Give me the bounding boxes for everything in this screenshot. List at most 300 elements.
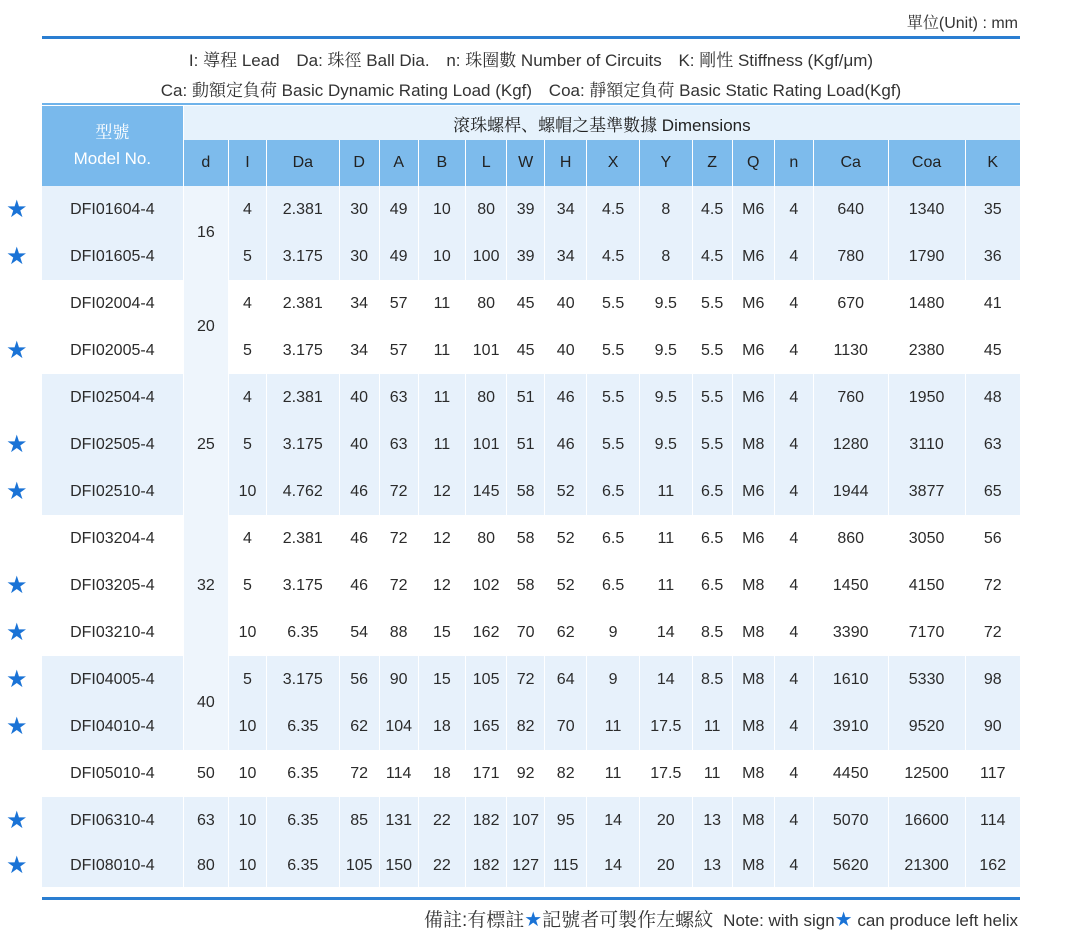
data-cell: M8: [732, 844, 774, 887]
specification-table: [42, 106, 1020, 887]
data-cell: 5.5: [587, 374, 640, 421]
star-icon: ★: [6, 336, 28, 364]
data-cell: M6: [732, 327, 774, 374]
data-cell: 82: [545, 750, 587, 797]
model-number-cell: DFI02505-4: [42, 421, 183, 468]
data-cell: 162: [965, 844, 1020, 887]
data-cell: 5: [229, 656, 267, 703]
footnote-en-prefix: Note: with sign: [723, 911, 835, 930]
data-cell: 5.5: [692, 374, 732, 421]
data-cell: M8: [732, 609, 774, 656]
model-number-cell: DFI03204-4: [42, 515, 183, 562]
data-cell: 5620: [813, 844, 888, 887]
data-cell: 14: [639, 656, 692, 703]
data-cell: 1130: [813, 327, 888, 374]
data-cell: 4: [774, 844, 813, 887]
data-cell: M6: [732, 374, 774, 421]
model-number-cell: DFI02004-4: [42, 280, 183, 327]
column-header: Ca: [813, 140, 888, 186]
data-cell: 72: [339, 750, 379, 797]
data-cell: 11: [418, 421, 465, 468]
data-cell: 165: [466, 703, 507, 750]
data-cell: 114: [965, 797, 1020, 844]
legend-ball-dia: Da: 珠徑 Ball Dia.: [296, 51, 430, 70]
data-cell: 4.5: [587, 186, 640, 233]
data-cell: 46: [339, 515, 379, 562]
table-body: [42, 186, 1020, 887]
data-cell: 4.5: [587, 233, 640, 280]
data-cell: 4: [229, 280, 267, 327]
data-cell: 57: [379, 327, 418, 374]
data-cell: 104: [379, 703, 418, 750]
data-cell: 18: [418, 703, 465, 750]
column-header: Z: [692, 140, 732, 186]
data-cell: 72: [965, 609, 1020, 656]
data-cell: 3.175: [266, 327, 339, 374]
data-cell: 72: [379, 468, 418, 515]
data-cell: 48: [965, 374, 1020, 421]
data-cell: 7170: [888, 609, 965, 656]
data-cell: 12: [418, 468, 465, 515]
data-cell: 41: [965, 280, 1020, 327]
column-header: I: [229, 140, 267, 186]
data-cell: 4.762: [266, 468, 339, 515]
data-cell: 101: [466, 327, 507, 374]
data-cell: 100: [466, 233, 507, 280]
legend-circuits: n: 珠圈數 Number of Circuits: [446, 51, 662, 70]
data-cell: 3.175: [266, 656, 339, 703]
column-header: Y: [639, 140, 692, 186]
star-icon: ★: [6, 571, 28, 599]
data-cell: 150: [379, 844, 418, 887]
data-cell: 80: [466, 280, 507, 327]
table-row: [42, 280, 1020, 327]
unit-label: 單位(Unit) : mm: [906, 15, 1018, 32]
data-cell: 34: [545, 233, 587, 280]
data-cell: 46: [545, 421, 587, 468]
data-cell: 95: [545, 797, 587, 844]
data-cell: 21300: [888, 844, 965, 887]
data-cell: 13: [692, 844, 732, 887]
data-cell: 5.5: [587, 327, 640, 374]
table-row: [42, 374, 1020, 421]
data-cell: 10: [229, 609, 267, 656]
data-cell: 36: [965, 233, 1020, 280]
data-cell: 70: [545, 703, 587, 750]
data-cell: 6.5: [692, 562, 732, 609]
data-cell: 12500: [888, 750, 965, 797]
shaft-diameter-cell: 32: [183, 515, 228, 656]
data-cell: 5: [229, 562, 267, 609]
data-cell: 5330: [888, 656, 965, 703]
data-cell: 54: [339, 609, 379, 656]
data-cell: 2.381: [266, 515, 339, 562]
data-cell: 9: [587, 609, 640, 656]
data-cell: 40: [545, 327, 587, 374]
data-cell: 14: [587, 844, 640, 887]
data-cell: 70: [507, 609, 545, 656]
data-cell: 182: [466, 797, 507, 844]
data-cell: 4: [229, 515, 267, 562]
data-cell: 11: [418, 374, 465, 421]
data-cell: 57: [379, 280, 418, 327]
data-cell: 10: [418, 186, 465, 233]
data-cell: 82: [507, 703, 545, 750]
model-number-cell: DFI02005-4: [42, 327, 183, 374]
data-cell: 182: [466, 844, 507, 887]
data-cell: 6.5: [587, 468, 640, 515]
star-icon: ★: [6, 665, 28, 693]
legend-lead: I: 導程 Lead: [188, 51, 280, 70]
data-cell: 4: [229, 374, 267, 421]
data-cell: 1944: [813, 468, 888, 515]
shaft-diameter-cell: 16: [183, 186, 228, 280]
data-cell: 131: [379, 797, 418, 844]
data-cell: 107: [507, 797, 545, 844]
data-cell: 115: [545, 844, 587, 887]
data-cell: 46: [339, 562, 379, 609]
data-cell: 6.5: [692, 515, 732, 562]
data-cell: 4: [774, 421, 813, 468]
data-cell: 4: [229, 186, 267, 233]
shaft-diameter-cell: 50: [183, 750, 228, 797]
model-header: [42, 106, 183, 186]
data-cell: 4: [774, 656, 813, 703]
column-header: K: [965, 140, 1020, 186]
data-cell: 171: [466, 750, 507, 797]
data-cell: 80: [466, 374, 507, 421]
dimensions-header: 滾珠螺桿、螺帽之基準數據 Dimensions: [183, 106, 1020, 140]
data-cell: M6: [732, 515, 774, 562]
data-cell: 8: [639, 233, 692, 280]
data-cell: 127: [507, 844, 545, 887]
data-cell: 102: [466, 562, 507, 609]
data-cell: 98: [965, 656, 1020, 703]
column-header: H: [545, 140, 587, 186]
star-icon: ★: [834, 909, 853, 931]
data-cell: 14: [639, 609, 692, 656]
data-cell: 63: [379, 374, 418, 421]
star-icon: ★: [6, 195, 28, 223]
data-cell: 90: [965, 703, 1020, 750]
data-cell: 11: [692, 703, 732, 750]
shaft-diameter-cell: 63: [183, 797, 228, 844]
data-cell: 52: [545, 468, 587, 515]
data-cell: 8.5: [692, 656, 732, 703]
data-cell: 15: [418, 609, 465, 656]
data-cell: 62: [339, 703, 379, 750]
data-cell: 3390: [813, 609, 888, 656]
data-cell: 9.5: [639, 421, 692, 468]
model-number-cell: DFI08010-4: [42, 844, 183, 887]
data-cell: 6.5: [692, 468, 732, 515]
data-cell: 34: [339, 327, 379, 374]
table-row: [42, 844, 1020, 887]
data-cell: 8.5: [692, 609, 732, 656]
model-number-cell: DFI01604-4: [42, 186, 183, 233]
data-cell: 9: [587, 656, 640, 703]
star-icon: ★: [6, 851, 28, 879]
data-cell: 1280: [813, 421, 888, 468]
data-cell: 45: [965, 327, 1020, 374]
data-cell: 3110: [888, 421, 965, 468]
data-cell: 4: [774, 797, 813, 844]
data-cell: 3050: [888, 515, 965, 562]
data-cell: 117: [965, 750, 1020, 797]
model-number-cell: DFI03210-4: [42, 609, 183, 656]
model-number-cell: DFI02504-4: [42, 374, 183, 421]
data-cell: 145: [466, 468, 507, 515]
data-cell: 64: [545, 656, 587, 703]
column-header: Q: [732, 140, 774, 186]
data-cell: 4: [774, 515, 813, 562]
footnote-cn-suffix: 記號者可製作左螺紋: [542, 910, 714, 931]
data-cell: 1480: [888, 280, 965, 327]
star-icon: ★: [6, 712, 28, 740]
data-cell: 20: [639, 797, 692, 844]
data-cell: 860: [813, 515, 888, 562]
data-cell: 5070: [813, 797, 888, 844]
column-header: d: [183, 140, 228, 186]
footnote-cn: [424, 910, 713, 931]
data-cell: 4150: [888, 562, 965, 609]
data-cell: 80: [466, 515, 507, 562]
data-cell: M8: [732, 656, 774, 703]
data-cell: 3.175: [266, 233, 339, 280]
data-cell: 2.381: [266, 186, 339, 233]
data-cell: 72: [507, 656, 545, 703]
data-cell: 56: [339, 656, 379, 703]
footnote: [0, 905, 1018, 932]
data-cell: 63: [379, 421, 418, 468]
shaft-diameter-cell: 25: [183, 374, 228, 515]
data-cell: 90: [379, 656, 418, 703]
data-cell: 4: [774, 609, 813, 656]
data-cell: 4: [774, 327, 813, 374]
star-icon: ★: [6, 618, 28, 646]
data-cell: 9.5: [639, 327, 692, 374]
data-cell: 30: [339, 233, 379, 280]
data-cell: 4: [774, 750, 813, 797]
data-cell: M8: [732, 797, 774, 844]
data-cell: 162: [466, 609, 507, 656]
data-cell: 40: [339, 421, 379, 468]
bottom-divider: [42, 897, 1020, 900]
column-header: X: [587, 140, 640, 186]
data-cell: 15: [418, 656, 465, 703]
legend-line-2: [42, 76, 1020, 101]
data-cell: 3.175: [266, 421, 339, 468]
data-cell: 49: [379, 186, 418, 233]
data-cell: 72: [379, 562, 418, 609]
data-cell: 35: [965, 186, 1020, 233]
data-cell: 4.5: [692, 186, 732, 233]
data-cell: 9.5: [639, 280, 692, 327]
column-header-row: [42, 140, 1020, 186]
data-cell: 1340: [888, 186, 965, 233]
data-cell: 65: [965, 468, 1020, 515]
model-header-cn: 型號: [95, 123, 130, 142]
data-cell: 62: [545, 609, 587, 656]
data-cell: 30: [339, 186, 379, 233]
data-cell: 20: [639, 844, 692, 887]
data-cell: 46: [339, 468, 379, 515]
data-cell: 11: [418, 327, 465, 374]
data-cell: 56: [965, 515, 1020, 562]
table-row: [42, 515, 1020, 562]
data-cell: 12: [418, 562, 465, 609]
data-cell: 11: [639, 468, 692, 515]
data-cell: 4: [774, 374, 813, 421]
column-header: A: [379, 140, 418, 186]
data-cell: 11: [587, 703, 640, 750]
data-cell: 11: [639, 562, 692, 609]
data-cell: 10: [418, 233, 465, 280]
shaft-diameter-cell: 20: [183, 280, 228, 374]
data-cell: 4: [774, 233, 813, 280]
data-cell: 11: [692, 750, 732, 797]
data-cell: 105: [466, 656, 507, 703]
column-header: D: [339, 140, 379, 186]
data-cell: 5.5: [692, 280, 732, 327]
data-cell: 45: [507, 327, 545, 374]
data-cell: 4: [774, 703, 813, 750]
table-row: [42, 656, 1020, 703]
top-divider: [42, 36, 1020, 39]
shaft-diameter-cell: 80: [183, 844, 228, 887]
column-header: B: [418, 140, 465, 186]
data-cell: 101: [466, 421, 507, 468]
data-cell: 2.381: [266, 280, 339, 327]
data-cell: 2380: [888, 327, 965, 374]
model-number-cell: DFI04005-4: [42, 656, 183, 703]
data-cell: 6.35: [266, 750, 339, 797]
star-icon: ★: [6, 806, 28, 834]
table-row: [42, 797, 1020, 844]
model-number-cell: DFI03205-4: [42, 562, 183, 609]
data-cell: 18: [418, 750, 465, 797]
data-cell: 105: [339, 844, 379, 887]
table-row: [42, 186, 1020, 233]
model-number-cell: DFI06310-4: [42, 797, 183, 844]
data-cell: 12: [418, 515, 465, 562]
data-cell: 5.5: [587, 421, 640, 468]
data-cell: 10: [229, 468, 267, 515]
star-icon: ★: [6, 477, 28, 505]
data-cell: 13: [692, 797, 732, 844]
column-header: Coa: [888, 140, 965, 186]
data-cell: 58: [507, 468, 545, 515]
data-cell: 2.381: [266, 374, 339, 421]
footnote-cn-prefix: 備註:有標註: [423, 910, 525, 931]
data-cell: 780: [813, 233, 888, 280]
data-cell: 10: [229, 844, 267, 887]
data-cell: 52: [545, 562, 587, 609]
data-cell: 6.35: [266, 703, 339, 750]
data-cell: 6.35: [266, 609, 339, 656]
data-cell: 5: [229, 233, 267, 280]
data-cell: 5: [229, 327, 267, 374]
data-cell: 9.5: [639, 374, 692, 421]
data-cell: M6: [732, 280, 774, 327]
data-cell: M6: [732, 468, 774, 515]
data-cell: 4: [774, 186, 813, 233]
data-cell: 72: [379, 515, 418, 562]
model-number-cell: DFI05010-4: [42, 750, 183, 797]
data-cell: 34: [339, 280, 379, 327]
data-cell: 16600: [888, 797, 965, 844]
data-cell: 22: [418, 797, 465, 844]
data-cell: 114: [379, 750, 418, 797]
model-number-cell: DFI01605-4: [42, 233, 183, 280]
data-cell: 4: [774, 468, 813, 515]
data-cell: 1790: [888, 233, 965, 280]
data-cell: M6: [732, 186, 774, 233]
star-icon: ★: [524, 909, 543, 931]
column-header: n: [774, 140, 813, 186]
data-cell: 72: [965, 562, 1020, 609]
model-number-cell: DFI02510-4: [42, 468, 183, 515]
data-cell: 51: [507, 421, 545, 468]
data-cell: 11: [639, 515, 692, 562]
data-cell: 5: [229, 421, 267, 468]
data-cell: 63: [965, 421, 1020, 468]
legend-line-1: [42, 46, 1020, 71]
data-cell: 40: [339, 374, 379, 421]
data-cell: M6: [732, 233, 774, 280]
data-cell: 49: [379, 233, 418, 280]
data-cell: 5.5: [692, 327, 732, 374]
data-cell: 3877: [888, 468, 965, 515]
data-cell: 1950: [888, 374, 965, 421]
legend-dynamic-load: Ca: 動額定負荷 Basic Dynamic Rating Load (Kgf): [160, 81, 533, 100]
data-cell: 10: [229, 703, 267, 750]
legend-divider: [42, 103, 1020, 105]
data-cell: 39: [507, 233, 545, 280]
data-cell: 80: [466, 186, 507, 233]
table-row: [42, 750, 1020, 797]
data-cell: 17.5: [639, 703, 692, 750]
data-cell: 4: [774, 562, 813, 609]
data-cell: 1610: [813, 656, 888, 703]
data-cell: 34: [545, 186, 587, 233]
data-cell: 6.5: [587, 562, 640, 609]
data-cell: 51: [507, 374, 545, 421]
data-cell: 4450: [813, 750, 888, 797]
data-cell: 3910: [813, 703, 888, 750]
data-cell: 52: [545, 515, 587, 562]
data-cell: 46: [545, 374, 587, 421]
data-cell: M8: [732, 750, 774, 797]
data-cell: 1450: [813, 562, 888, 609]
column-header: W: [507, 140, 545, 186]
data-cell: 670: [813, 280, 888, 327]
data-cell: 6.35: [266, 797, 339, 844]
shaft-diameter-cell: 40: [183, 656, 228, 750]
data-cell: 9520: [888, 703, 965, 750]
data-cell: 58: [507, 562, 545, 609]
model-number-cell: DFI04010-4: [42, 703, 183, 750]
data-cell: M8: [732, 562, 774, 609]
data-cell: 4.5: [692, 233, 732, 280]
data-cell: 58: [507, 515, 545, 562]
data-cell: 92: [507, 750, 545, 797]
column-header: Da: [266, 140, 339, 186]
data-cell: 40: [545, 280, 587, 327]
data-cell: 3.175: [266, 562, 339, 609]
data-cell: 10: [229, 750, 267, 797]
data-cell: 4: [774, 280, 813, 327]
